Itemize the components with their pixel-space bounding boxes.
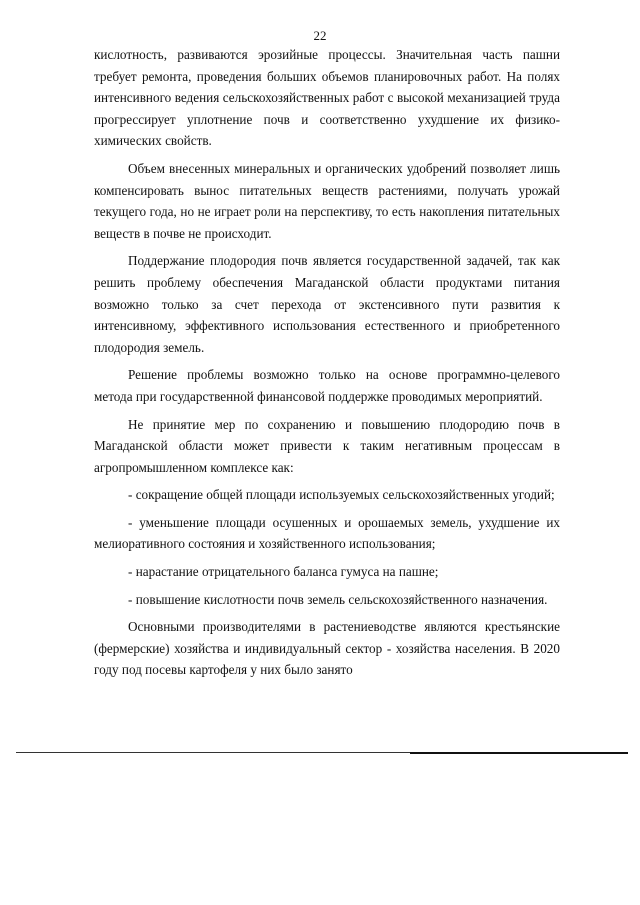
paragraph-continuation: кислотность, развиваются эрозийные процессы. Значительная часть пашни требует ремонта, проведения больших объемов планировочных работ. На полях интенсивного ведения сельскохозяйственных работ с высокой механизацией труда прогрессирует уплотнение почв и соответственно ухудшение их физико-химических свойств. — [94, 47, 560, 149]
paragraph-fertilizers: Объем внесенных минеральных и органических удобрений позволяет лишь компенсировать вынос питательных веществ растениями, получать урожай текущего года, но не играет роли на перспективу, то есть накопления питательных веществ в почве не происходит. — [94, 160, 560, 241]
document-body — [94, 44, 560, 681]
page-number: 22 — [313, 28, 327, 43]
list-item: - уменьшение площади осушенных и орошаемых земель, ухудшение их мелиоративного состояния и хозяйственного использования; — [94, 514, 560, 552]
list-item: - сокращение общей площади используемых сельскохозяйственных угодий; — [128, 487, 555, 503]
footer-divider-thick — [410, 752, 628, 754]
paragraph-consequences: Не принятие мер по сохранению и повышению плодородию почв в Магаданской области может привести к таким негативным процессам в агропромышленном комплексе как: — [94, 416, 560, 475]
paragraph-producers: Основными производителями в растениеводстве являются крестьянские (фермерские) хозяйства и индивидуальный сектор - хозяйства населения. В 2020 году под посевы картофеля у них было занято — [94, 619, 560, 678]
list-item: - повышение кислотности почв земель сельскохозяйственного назначения. — [128, 591, 548, 607]
paragraph-state-task: Поддержание плодородия почв является государственной задачей, так как решить проблему обеспечения Магаданской области продуктами питания возможно только за счет перехода от экстенсивного пути развития к интенсивному, эффективного использования естественного и приобретенного плодородия земель. — [94, 253, 560, 355]
list-item: - нарастание отрицательного баланса гумуса на пашне; — [128, 564, 439, 580]
paragraph-solution: Решение проблемы возможно только на основе программно-целевого метода при государственной финансовой поддержке проводимых мероприятий. — [94, 367, 560, 404]
